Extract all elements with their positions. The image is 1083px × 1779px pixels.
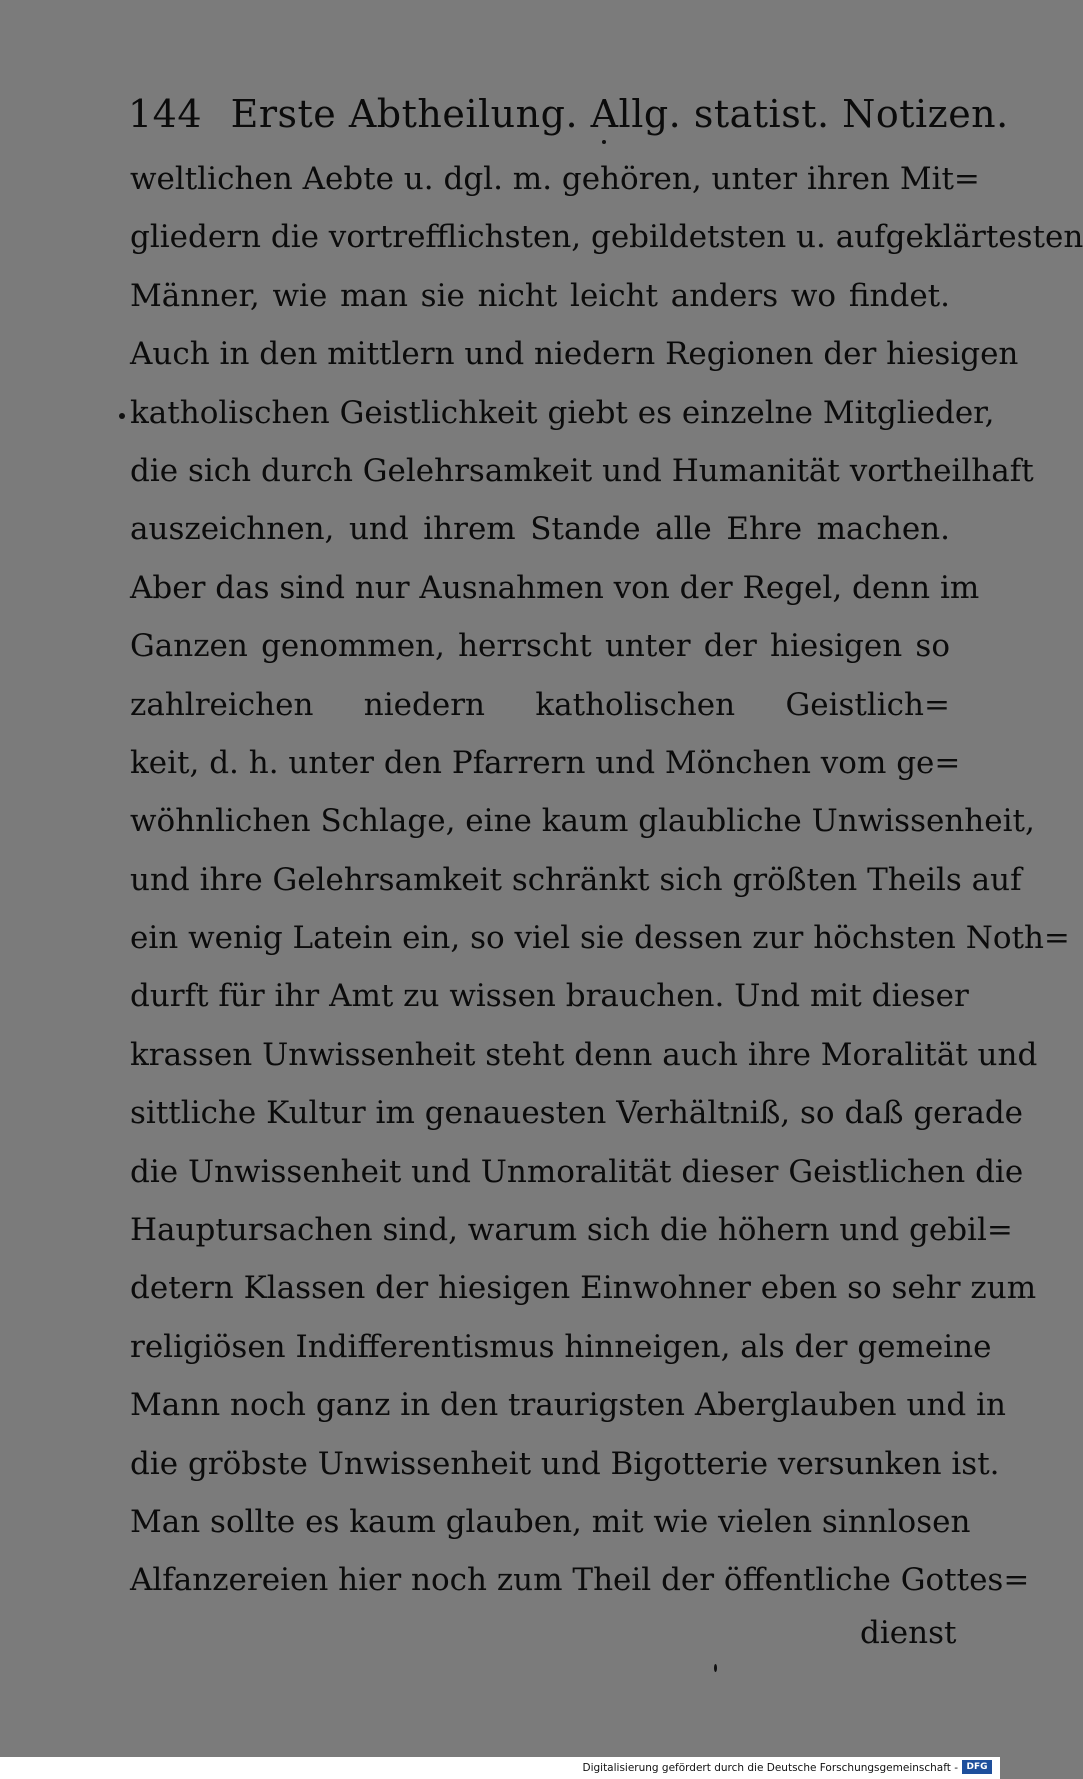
text-line: katholischen Geistlichkeit giebt es einzelne Mitglieder, xyxy=(130,394,995,431)
text-line: krassen Unwissenheit steht denn auch ihre Moralität und xyxy=(130,1036,1038,1073)
text-line: Man sollte es kaum glauben, mit wie vielen sinnlosen xyxy=(130,1503,971,1540)
funding-note: Digitalisierung gefördert durch die Deutsche Forschungsgemeinschaft - xyxy=(582,1762,958,1774)
text-line: und ihre Gelehrsamkeit schränkt sich größten Theils auf xyxy=(130,861,1022,898)
text-line: sittliche Kultur im genauesten Verhältniß, so daß gerade xyxy=(130,1095,1024,1132)
page-number: 144 xyxy=(128,92,203,136)
text-line: auszeichnen, und ihrem Stande alle Ehre machen. xyxy=(130,511,950,548)
text-line: Auch in den mittlern und niedern Regionen der hiesigen xyxy=(130,336,1019,373)
text-line: detern Klassen der hiesigen Einwohner eben so sehr zum xyxy=(130,1270,1037,1307)
ink-speck xyxy=(119,413,125,419)
ink-speck xyxy=(602,140,606,144)
text-line: wöhnlichen Schlage, eine kaum glaubliche Unwissenheit, xyxy=(130,803,1035,840)
text-line: die Unwissenheit und Unmoralität dieser Geistlichen die xyxy=(130,1153,1024,1190)
text-line: Alfanzereien hier noch zum Theil der öffentliche Gottes= xyxy=(130,1562,1030,1599)
ink-speck xyxy=(714,1664,717,1672)
catchword: dienst xyxy=(860,1615,957,1651)
digitization-footer xyxy=(0,1757,1000,1779)
text-line: zahlreichen niedern katholischen Geistlich= xyxy=(130,686,950,723)
text-line: Ganzen genommen, herrscht unter der hiesigen so xyxy=(130,628,950,665)
running-title: Erste Abtheilung. Allg. statist. Notizen. xyxy=(230,92,1009,136)
text-line: die gröbste Unwissenheit und Bigotterie versunken ist. xyxy=(130,1445,1000,1482)
dfg-logo-icon: DFG xyxy=(962,1760,992,1774)
text-line: weltlichen Aebte u. dgl. m. gehören, unter ihren Mit= xyxy=(130,161,980,197)
text-line: religiösen Indifferentismus hinneigen, als der gemeine xyxy=(130,1328,992,1365)
text-line: Aber das sind nur Ausnahmen von der Regel, denn im xyxy=(130,569,980,606)
text-line: Hauptursachen sind, warum sich die höhern und gebil= xyxy=(130,1212,1013,1249)
body-text xyxy=(130,150,1083,1610)
text-line: gliedern die vortrefflichsten, gebildetsten u. aufgeklärtesten xyxy=(130,219,1083,256)
page-header xyxy=(128,84,1009,144)
text-line: Mann noch ganz in den traurigsten Aberglauben und in xyxy=(130,1387,1006,1424)
text-line: ein wenig Latein ein, so viel sie dessen zur höchsten Noth= xyxy=(130,920,1070,957)
text-line: durft für ihr Amt zu wissen brauchen. Und mit dieser xyxy=(130,978,969,1015)
text-line: keit, d. h. unter den Pfarrern und Mönchen vom ge= xyxy=(130,744,961,781)
text-line: Männer, wie man sie nicht leicht anders wo findet. xyxy=(130,277,950,314)
text-line: die sich durch Gelehrsamkeit und Humanität vortheilhaft xyxy=(130,452,1034,489)
